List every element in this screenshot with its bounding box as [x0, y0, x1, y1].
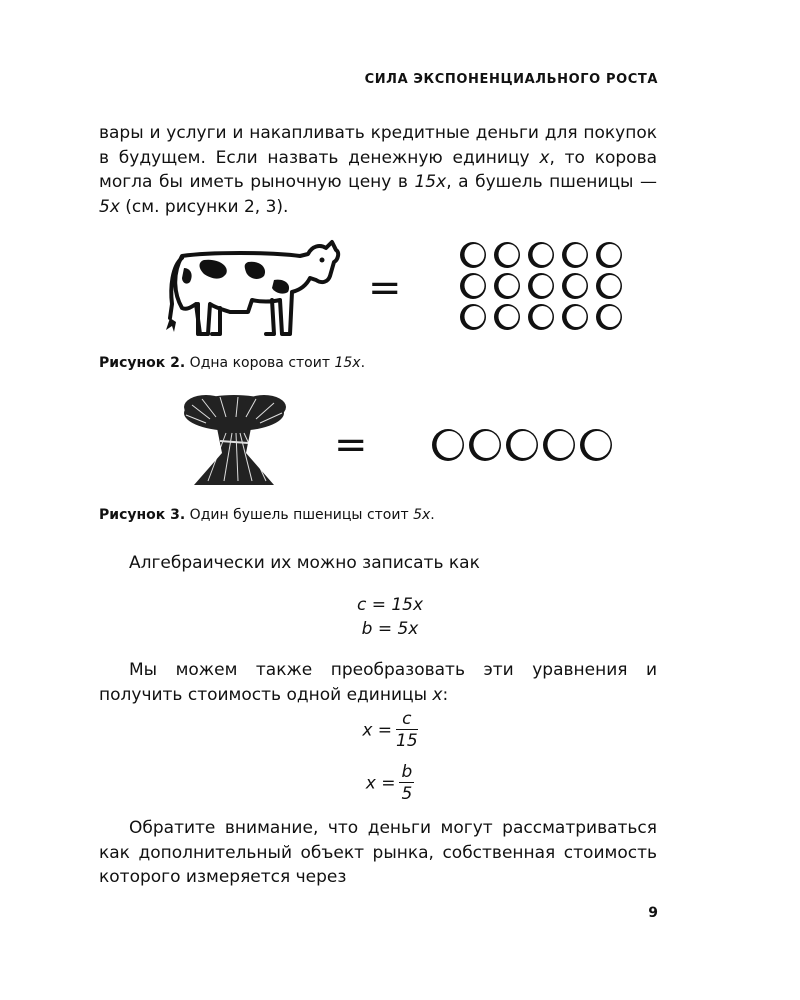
page-number: 9 — [648, 905, 658, 921]
fraction-equation-2 — [330, 762, 450, 805]
equation-wheat: b = 5x — [361, 619, 419, 639]
coin-icon — [596, 273, 622, 299]
figure3-caption-end: . — [430, 507, 435, 523]
coin-icon — [562, 273, 588, 299]
intro-paragraph — [99, 121, 657, 219]
fraction1-denominator: 15 — [396, 731, 418, 751]
intro-text-1: вары и услуги и накапливать кредитные деньги для покупок в будущем. Если назвать денежную единицу — [99, 123, 657, 168]
figure2-caption-value: 15x — [334, 355, 361, 371]
fraction2-lhs: x = — [365, 773, 396, 794]
coin-icon — [506, 429, 538, 461]
cow-illustration — [160, 238, 345, 343]
wheat-sheaf-illustration — [176, 393, 296, 491]
fraction-equation-1 — [330, 709, 450, 752]
figure3-caption-text: Один бушель пшеницы стоит — [185, 507, 414, 523]
coin-icon — [596, 242, 622, 268]
coin-icon — [562, 242, 588, 268]
intro-text-2: , то корова могла бы иметь рыночную цену в — [99, 147, 658, 192]
fraction1-numerator: c — [396, 709, 418, 730]
equation-cow: c = 15x — [356, 595, 424, 615]
transform-text-1: Мы можем также преобразовать эти уравнения и получить стоимость одной единицы — [99, 660, 657, 705]
coin-icon — [460, 304, 486, 330]
figure2-caption — [99, 355, 365, 371]
coin-icon — [596, 304, 622, 330]
algebra-intro: Алгебраически их можно записать как — [129, 553, 480, 573]
coin-grid-15 — [458, 241, 638, 333]
figure2-caption-end: . — [360, 355, 366, 371]
figure3-caption-value: 5x — [413, 507, 431, 523]
coin-icon — [494, 273, 520, 299]
coin-icon — [528, 242, 554, 268]
figure2-caption-text: Одна корова стоит — [185, 355, 335, 371]
coin-icon — [494, 304, 520, 330]
intro-var-x: x — [539, 147, 550, 168]
coin-icon — [543, 429, 575, 461]
figure2-equals-sign: = — [368, 265, 402, 311]
figure3-equals-sign: = — [334, 422, 368, 468]
fraction1-lhs: x = — [362, 720, 393, 741]
transform-paragraph — [99, 658, 657, 707]
intro-text-3: , а бушель пшеницы — — [446, 172, 657, 192]
coin-icon — [460, 273, 486, 299]
fraction2-denominator: 5 — [401, 784, 413, 804]
coin-icon — [528, 304, 554, 330]
figure3-caption — [99, 507, 435, 523]
figure3-caption-label: Рисунок 3. — [99, 507, 186, 523]
coin-icon — [562, 304, 588, 330]
coin-icon — [432, 429, 464, 461]
figure2-caption-label: Рисунок 2. — [99, 355, 186, 371]
intro-cow-price: 15x — [414, 172, 447, 192]
transform-text-2: : — [442, 684, 449, 705]
intro-wheat-price: 5x — [99, 196, 120, 217]
coin-icon — [580, 429, 612, 461]
coin-icon — [494, 242, 520, 268]
running-head: СИЛА ЭКСПОНЕНЦИАЛЬНОГО РОСТА — [364, 72, 658, 87]
coin-icon — [469, 429, 501, 461]
coin-icon — [460, 242, 486, 268]
intro-text-4: (см. рисунки 2, 3). — [119, 196, 289, 217]
fraction2-numerator: b — [401, 762, 413, 782]
coin-icon — [528, 273, 554, 299]
coin-row-5 — [430, 427, 620, 463]
closing-paragraph: Обратите внимание, что деньги могут рассматриваться как дополнительный объект рынка, собственная стоимость которого измеряется через — [99, 818, 657, 887]
transform-var-x: x — [432, 684, 443, 705]
